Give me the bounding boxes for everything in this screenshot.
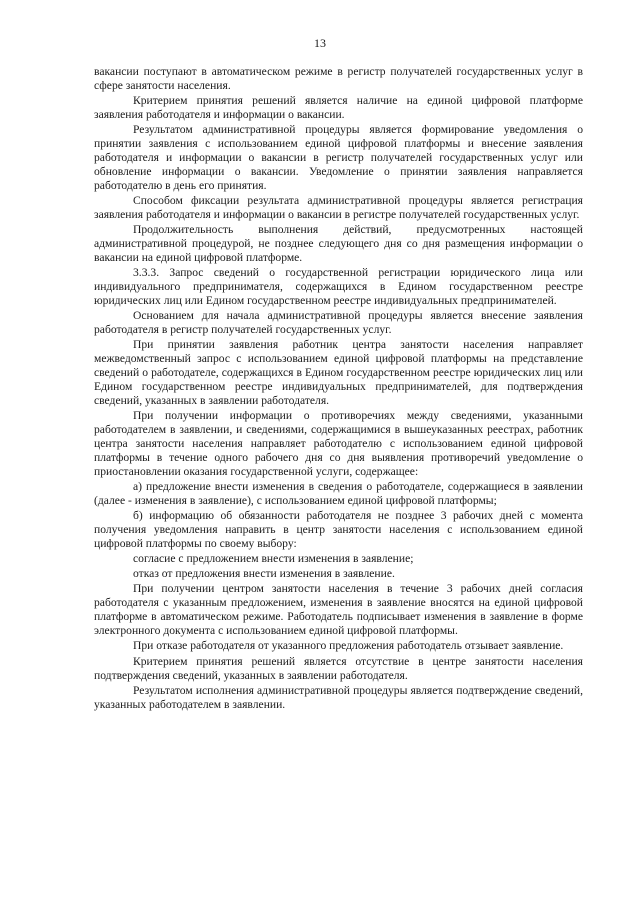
paragraph: При получении информации о противоречиях между сведениями, указанными работодателем в заявлении, и сведениями, содержащимися в вышеуказанных реестрах, работник центра занятости населения направляет работодателю с использованием единой цифровой платформы в течение одного рабочего дня со дня выявления противоречий уведомление о приостановлении оказания государственной услуги, содержащее: (94, 409, 583, 478)
paragraph: Способом фиксации результата административной процедуры является регистрация заявления работодателя и информации о вакансии в регистре получателей государственных услуг. (94, 194, 583, 221)
list-item: отказ от предложения внести изменения в заявление. (133, 567, 395, 581)
paragraph: Критерием принятия решений является отсутствие в центре занятости населения подтверждения сведений, указанных в заявлении работодателя. (94, 654, 583, 682)
paragraph: 3.3.3. Запрос сведений о государственной регистрации юридического лица или индивидуального предпринимателя, содержащихся в Едином государственном реестре юридических лиц или Едином государственном реестре индивидуальных предпринимателей. (94, 266, 583, 307)
paragraph: При принятии заявления работник центра занятости населения направляет межведомственный запрос с использованием единой цифровой платформы на представление сведений о работодателе, содержащихся в Едином государственном реестре юридических лиц или Едином государственном реестре индивидуальных предпринимателей, для подтверждения сведений, указанных в заявлении работодателя. (94, 338, 583, 407)
list-item: согласие с предложением внести изменения в заявление; (133, 552, 414, 566)
paragraph: При получении центром занятости населения в течение 3 рабочих дней согласия работодателя с указанным предложением, изменения в заявление вносятся на единой цифровой платформе в автоматическом режиме. Работодатель подписывает изменения в заявление в форме электронного документа с использованием единой цифровой платформы. (94, 582, 583, 638)
paragraph: Продолжительность выполнения действий, предусмотренных настоящей административной процедурой, не позднее следующего дня со дня размещения информации о вакансии на единой цифровой платформе. (94, 223, 583, 264)
paragraph: Основанием для начала административной процедуры является внесение заявления работодателя в регистр получателей государственных услуг. (94, 309, 583, 337)
list-item: б) информацию об обязанности работодателя не позднее 3 рабочих дней с момента получения уведомления направить в центр занятости населения с использованием единой цифровой платформы по своему выбору: (94, 509, 583, 550)
paragraph: Результатом административной процедуры является формирование уведомления о принятии заявления с использованием единой цифровой платформы и внесение заявления работодателя и информации о вакансии в регистр получателей государственных услуг или обновление информации о вакансии. Уведомление о принятии заявления направляется работодателю в день его принятия. (94, 123, 583, 192)
list-item: а) предложение внести изменения в сведения о работодателе, содержащиеся в заявлении (далее - изменения в заявление), с использованием единой цифровой платформы; (94, 479, 583, 507)
paragraph: вакансии поступают в автоматическом режиме в регистр получателей государственных услуг в сфере занятости населения. (94, 65, 583, 92)
document-body (94, 65, 583, 713)
paragraph: При отказе работодателя от указанного предложения работодатель отзывает заявление. (133, 639, 564, 653)
paragraph: Критерием принятия решений является наличие на единой цифровой платформе заявления работодателя и информации о вакансии. (94, 94, 583, 122)
page-number: 13 (314, 36, 326, 50)
paragraph: Результатом исполнения административной процедуры является подтверждение сведений, указанных работодателем в заявлении. (94, 683, 583, 711)
